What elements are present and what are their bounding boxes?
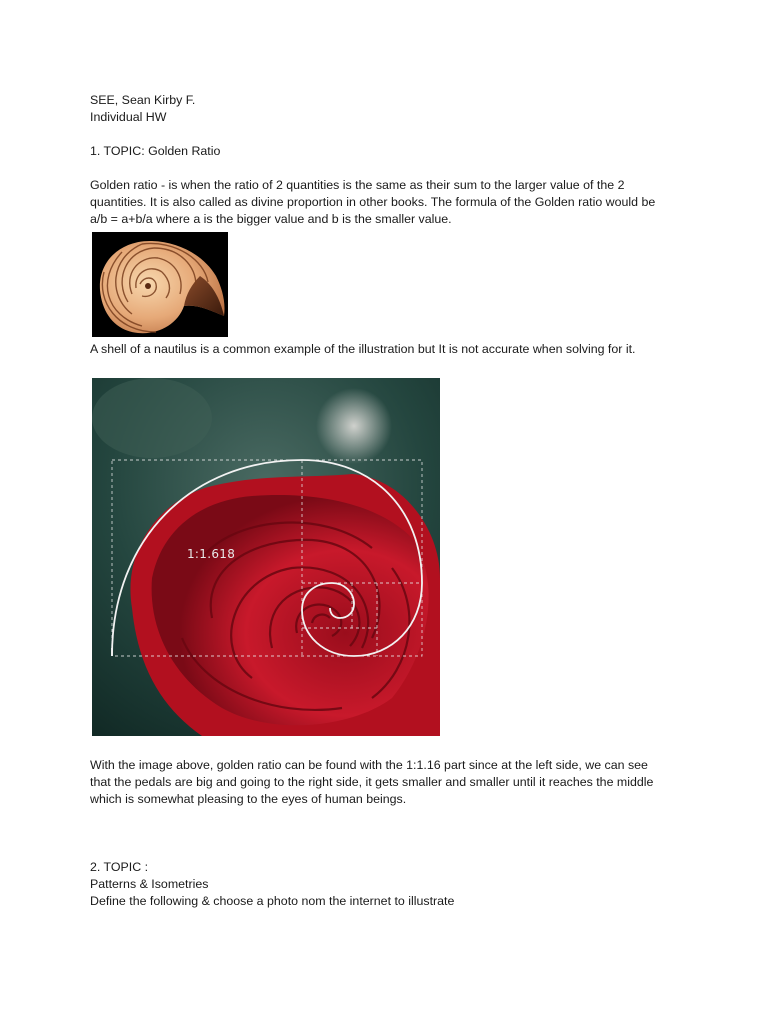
definition-line-3: a/b = a+b/a where a is the bigger value and b is the smaller value. <box>90 212 452 226</box>
rose-explanation-line-1: With the image above, golden ratio can be found with the 1:1.16 part since at the left side, we can see <box>90 758 648 772</box>
definition-line-1: Golden ratio - is when the ratio of 2 quantities is the same as their sum to the larger value of the 2 <box>90 178 625 192</box>
assignment-label: Individual HW <box>90 110 167 124</box>
topic2-instruction: Define the following & choose a photo nom the internet to illustrate <box>90 894 455 908</box>
rose-explanation-line-2: that the pedals are big and going to the right side, it gets smaller and smaller until it reaches the middle <box>90 775 654 789</box>
author-name: SEE, Sean Kirby F. <box>90 93 196 107</box>
definition-line-2: quantities. It is also called as divine proportion in other books. The formula of the Golden ratio would be <box>90 195 656 209</box>
topic2-heading: 2. TOPIC : <box>90 860 149 874</box>
nautilus-shell-image <box>92 232 228 337</box>
topic1-heading: 1. TOPIC: Golden Ratio <box>90 144 221 158</box>
topic2-subheading: Patterns & Isometries <box>90 877 209 891</box>
rose-ratio-label: 1:1.618 <box>187 547 236 561</box>
rose-explanation-line-3: which is somewhat pleasing to the eyes of human beings. <box>90 792 407 806</box>
nautilus-caption: A shell of a nautilus is a common example of the illustration but It is not accurate when solving for it. <box>90 342 636 356</box>
rose-golden-ratio-image <box>92 378 440 736</box>
